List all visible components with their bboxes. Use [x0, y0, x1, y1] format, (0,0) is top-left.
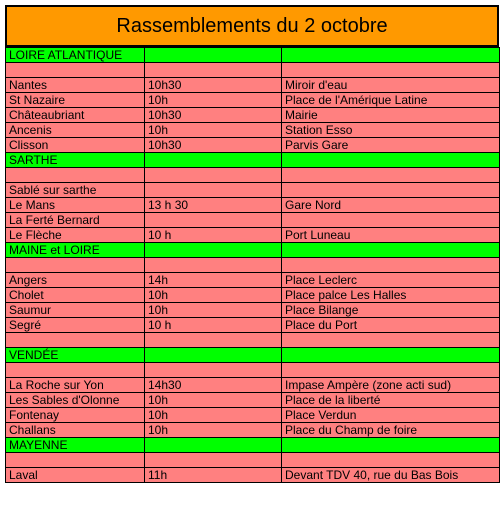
empty-cell[interactable]	[282, 333, 500, 348]
location-cell[interactable]: Place Bilange	[282, 303, 500, 318]
city-cell[interactable]: Cholet	[6, 288, 145, 303]
table-row	[6, 198, 500, 213]
location-cell[interactable]: Mairie	[282, 108, 500, 123]
location-cell[interactable]: Devant TDV 40, rue du Bas Bois	[282, 468, 500, 483]
region-name-cell[interactable]: VENDÉE	[6, 348, 145, 363]
location-cell[interactable]: Place palce Les Halles	[282, 288, 500, 303]
location-cell[interactable]: Port Luneau	[282, 228, 500, 243]
empty-cell[interactable]	[6, 363, 145, 378]
region-name-cell[interactable]: LOIRE ATLANTIQUE	[6, 48, 145, 63]
empty-cell[interactable]	[282, 63, 500, 78]
location-cell[interactable]: Station Esso	[282, 123, 500, 138]
table-row	[6, 378, 500, 393]
city-cell[interactable]: La Roche sur Yon	[6, 378, 145, 393]
city-cell[interactable]: Clisson	[6, 138, 145, 153]
empty-cell[interactable]	[145, 333, 282, 348]
city-cell[interactable]: La Ferté Bernard	[6, 213, 145, 228]
empty-cell[interactable]	[282, 363, 500, 378]
location-cell[interactable]: Place Leclerc	[282, 273, 500, 288]
city-cell[interactable]: Challans	[6, 423, 145, 438]
table-row	[6, 78, 500, 93]
location-cell[interactable]	[282, 183, 500, 198]
city-cell[interactable]: Angers	[6, 273, 145, 288]
region-header-row	[6, 348, 500, 363]
table-row	[6, 228, 500, 243]
time-cell[interactable]: 10h	[145, 288, 282, 303]
empty-cell[interactable]	[6, 168, 145, 183]
page-title: Rassemblements du 2 octobre	[5, 5, 499, 47]
empty-cell[interactable]	[6, 63, 145, 78]
time-cell[interactable]: 10h	[145, 123, 282, 138]
location-cell[interactable]: Place du Port	[282, 318, 500, 333]
empty-cell[interactable]	[282, 153, 500, 168]
table-row	[6, 183, 500, 198]
spacer-row	[6, 258, 500, 273]
city-cell[interactable]: Saumur	[6, 303, 145, 318]
time-cell[interactable]: 10h30	[145, 138, 282, 153]
table-row	[6, 423, 500, 438]
city-cell[interactable]: St Nazaire	[6, 93, 145, 108]
empty-cell[interactable]	[145, 258, 282, 273]
location-cell[interactable]: Gare Nord	[282, 198, 500, 213]
region-name-cell[interactable]: MAINE et LOIRE	[6, 243, 145, 258]
time-cell[interactable]: 10h	[145, 93, 282, 108]
region-header-row	[6, 153, 500, 168]
location-cell[interactable]: Impase Ampère (zone acti sud)	[282, 378, 500, 393]
spacer-row	[6, 453, 500, 468]
empty-cell[interactable]	[145, 348, 282, 363]
city-cell[interactable]: Ancenis	[6, 123, 145, 138]
empty-cell[interactable]	[145, 63, 282, 78]
spacer-row	[6, 63, 500, 78]
rally-table	[5, 47, 500, 483]
empty-cell[interactable]	[282, 258, 500, 273]
table-row	[6, 93, 500, 108]
table-row	[6, 303, 500, 318]
city-cell[interactable]: Châteaubriant	[6, 108, 145, 123]
time-cell[interactable]: 14h	[145, 273, 282, 288]
time-cell[interactable]: 10h30	[145, 78, 282, 93]
empty-cell[interactable]	[145, 453, 282, 468]
region-name-cell[interactable]: SARTHE	[6, 153, 145, 168]
city-cell[interactable]: Fontenay	[6, 408, 145, 423]
location-cell[interactable]	[282, 213, 500, 228]
time-cell[interactable]	[145, 213, 282, 228]
spacer-row	[6, 333, 500, 348]
location-cell[interactable]: Miroir d'eau	[282, 78, 500, 93]
time-cell[interactable]: 10h30	[145, 108, 282, 123]
empty-cell[interactable]	[145, 363, 282, 378]
region-header-row	[6, 243, 500, 258]
region-header-row	[6, 48, 500, 63]
city-cell[interactable]: Segré	[6, 318, 145, 333]
time-cell[interactable]: 10 h	[145, 228, 282, 243]
time-cell[interactable]: 10h	[145, 303, 282, 318]
time-cell[interactable]	[145, 183, 282, 198]
city-cell[interactable]: Nantes	[6, 78, 145, 93]
time-cell[interactable]: 10 h	[145, 318, 282, 333]
location-cell[interactable]: Place de la liberté	[282, 393, 500, 408]
empty-cell[interactable]	[6, 333, 145, 348]
empty-cell[interactable]	[6, 453, 145, 468]
empty-cell[interactable]	[145, 153, 282, 168]
empty-cell[interactable]	[6, 258, 145, 273]
empty-cell[interactable]	[145, 168, 282, 183]
spreadsheet	[5, 5, 499, 483]
time-cell[interactable]: 13 h 30	[145, 198, 282, 213]
table-row	[6, 213, 500, 228]
empty-cell[interactable]	[282, 438, 500, 453]
table-row	[6, 123, 500, 138]
location-cell[interactable]: Place Verdun	[282, 408, 500, 423]
table-row	[6, 393, 500, 408]
city-cell[interactable]: Le Mans	[6, 198, 145, 213]
city-cell[interactable]: Les Sables d'Olonne	[6, 393, 145, 408]
empty-cell[interactable]	[145, 438, 282, 453]
table-row	[6, 288, 500, 303]
table-row	[6, 318, 500, 333]
table-row	[6, 138, 500, 153]
table-row	[6, 408, 500, 423]
location-cell[interactable]: Parvis Gare	[282, 138, 500, 153]
empty-cell[interactable]	[145, 48, 282, 63]
empty-cell[interactable]	[282, 348, 500, 363]
city-cell[interactable]: Sablé sur sarthe	[6, 183, 145, 198]
table-row	[6, 108, 500, 123]
time-cell[interactable]: 10h	[145, 408, 282, 423]
table-row	[6, 273, 500, 288]
city-cell[interactable]: Le Flèche	[6, 228, 145, 243]
spacer-row	[6, 363, 500, 378]
table-row	[6, 468, 500, 483]
empty-cell[interactable]	[145, 243, 282, 258]
empty-cell[interactable]	[282, 168, 500, 183]
time-cell[interactable]: 10h	[145, 423, 282, 438]
empty-cell[interactable]	[282, 48, 500, 63]
time-cell[interactable]: 14h30	[145, 378, 282, 393]
region-header-row	[6, 438, 500, 453]
time-cell[interactable]: 10h	[145, 393, 282, 408]
location-cell[interactable]: Place de l'Amérique Latine	[282, 93, 500, 108]
empty-cell[interactable]	[282, 453, 500, 468]
city-cell[interactable]: Laval	[6, 468, 145, 483]
empty-cell[interactable]	[282, 243, 500, 258]
time-cell[interactable]: 11h	[145, 468, 282, 483]
location-cell[interactable]: Place du Champ de foire	[282, 423, 500, 438]
region-name-cell[interactable]: MAYENNE	[6, 438, 145, 453]
spacer-row	[6, 168, 500, 183]
